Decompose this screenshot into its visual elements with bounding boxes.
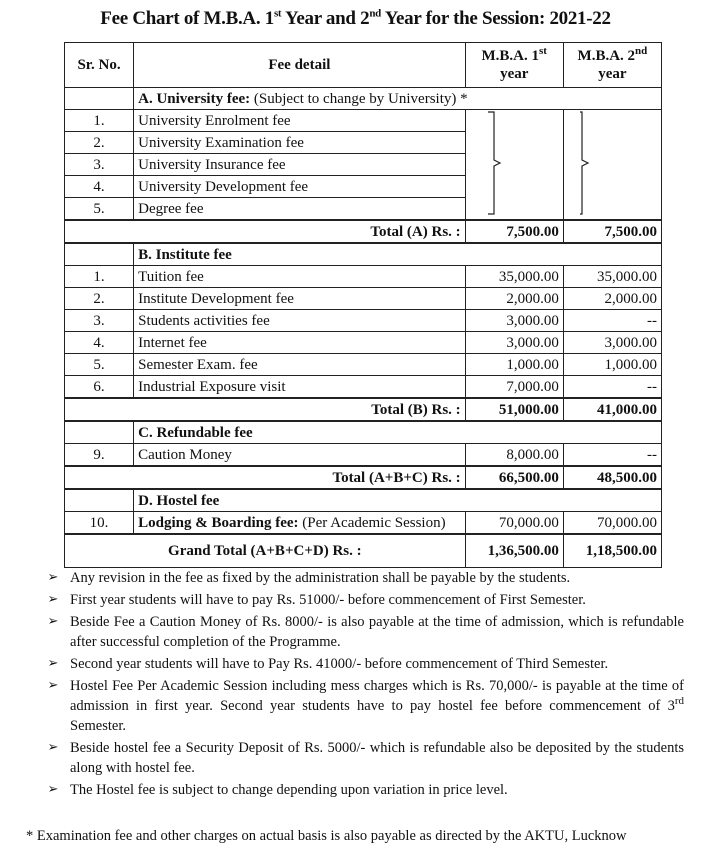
arrow-bullet-icon: ➢ [47,592,59,607]
list-item: ➢ Second year students will have to Pay Rs. 41000/- before commencement of Third Semester. [44,654,684,674]
table-row: 2. University Examination fee [65,132,662,154]
total-a-row: Total (A) Rs. : 7,500.00 7,500.00 [65,220,662,243]
section-b-header [65,243,662,266]
header-year-2: M.B.A. 2nd year [563,43,661,88]
year-2-brace [563,110,661,221]
table-row: 9. Caution Money 8,000.00 -- [65,444,662,467]
arrow-bullet-icon: ➢ [47,740,59,755]
brace-icon [578,110,662,218]
table-row: 2. Institute Development fee 2,000.00 2,000.00 [65,288,662,310]
table-row: 3. University Insurance fee [65,154,662,176]
section-d-header [65,489,662,512]
table-row: 10. Lodging & Boarding fee: (Per Academic Session) 70,000.00 70,000.00 [65,512,662,535]
grand-total-row: Grand Total (A+B+C+D) Rs. : 1,36,500.00 1,18,500.00 [65,534,662,568]
arrow-bullet-icon: ➢ [47,614,59,629]
total-c-row: Total (A+B+C) Rs. : 66,500.00 48,500.00 [65,466,662,489]
section-a-header [65,88,662,110]
section-b-title: B. Institute fee [134,243,662,266]
brace-icon [486,110,564,218]
section-a-title: A. University fee: (Subject to change by University) * [134,88,662,110]
table-row: 6. Industrial Exposure visit 7,000.00 -- [65,376,662,399]
table-row: 4. University Development fee [65,176,662,198]
list-item: ➢ The Hostel fee is subject to change depending upon variation in price level. [44,780,684,800]
section-d-title: D. Hostel fee [134,489,662,512]
fee-table [64,42,662,568]
table-row: 5. Degree fee [65,198,662,221]
arrow-bullet-icon: ➢ [47,678,59,693]
footnote: * Examination fee and other charges on actual basis is also payable as directed by the AKTU, Lucknow [26,828,627,844]
page-title: Fee Chart of M.B.A. 1st Year and 2nd Year for the Session: 2021-22 [100,7,611,29]
list-item: ➢ Hostel Fee Per Academic Session including mess charges which is Rs. 70,000/- is payable at the time of admission in first year. Second year students have to pay hostel fee before commencement of 3rd Semester. [44,676,684,736]
header-sr-no: Sr. No. [65,43,134,88]
table-header-row [65,43,662,88]
table-row: 5. Semester Exam. fee 1,000.00 1,000.00 [65,354,662,376]
header-year-1: M.B.A. 1st year [465,43,563,88]
table-row: 3. Students activities fee 3,000.00 -- [65,310,662,332]
header-fee-detail: Fee detail [134,43,466,88]
arrow-bullet-icon: ➢ [47,782,59,797]
table-row: 1. University Enrolment fee [65,110,662,132]
year-1-brace [465,110,563,221]
section-c-header [65,421,662,444]
section-c-title: C. Refundable fee [134,421,662,444]
table-row: 4. Internet fee 3,000.00 3,000.00 [65,332,662,354]
list-item: ➢ Any revision in the fee as fixed by the administration shall be payable by the students. [44,568,684,588]
list-item: ➢ Beside hostel fee a Security Deposit of Rs. 5000/- which is refundable also be deposited by the students along with hostel fee. [44,738,684,778]
arrow-bullet-icon: ➢ [47,570,59,585]
list-item: ➢ First year students will have to pay Rs. 51000/- before commencement of First Semester. [44,590,684,610]
arrow-bullet-icon: ➢ [47,656,59,671]
table-row: 1. Tuition fee 35,000.00 35,000.00 [65,266,662,288]
total-b-row: Total (B) Rs. : 51,000.00 41,000.00 [65,398,662,421]
list-item: ➢ Beside Fee a Caution Money of Rs. 8000/- is also payable at the time of admission, which is refundable after successful completion of the Programme. [44,612,684,652]
notes-list [44,568,684,802]
